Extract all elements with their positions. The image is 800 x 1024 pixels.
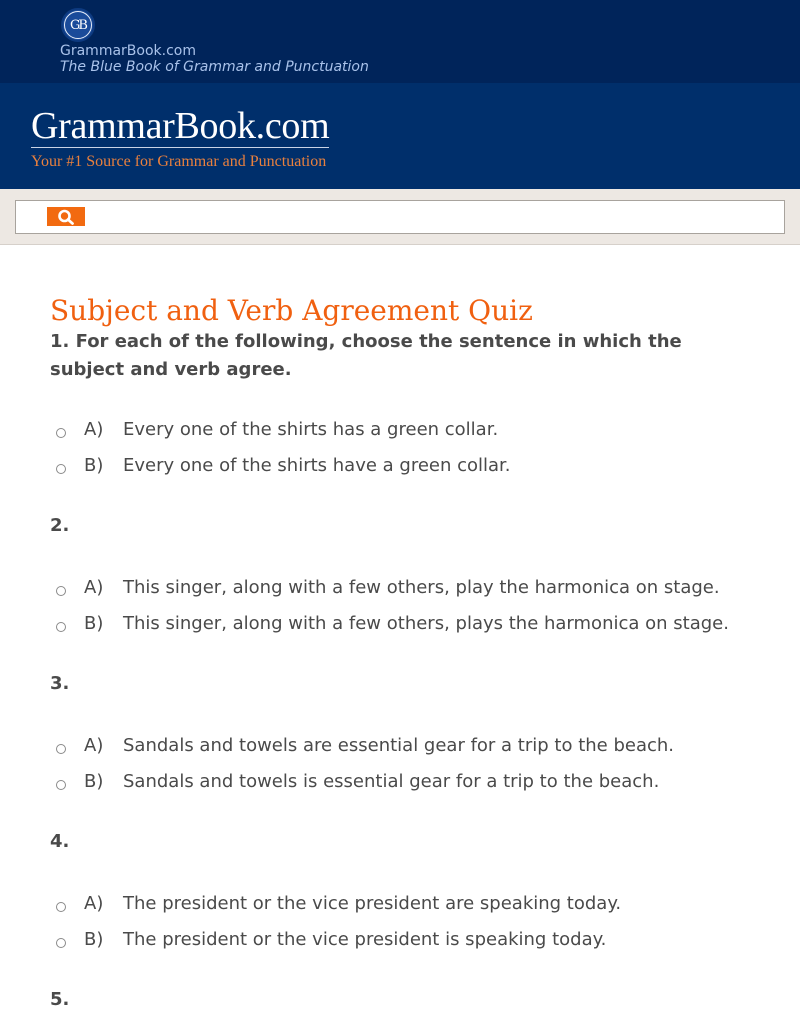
radio-button[interactable] — [56, 428, 66, 438]
search-icon — [57, 209, 75, 225]
q2-option-b[interactable] — [50, 611, 729, 635]
search-button[interactable] — [47, 207, 85, 226]
q4-option-b[interactable] — [50, 927, 607, 951]
option-text: Every one of the shirts has a green collar. — [123, 418, 499, 440]
radio-button[interactable] — [56, 744, 66, 754]
option-letter: B) — [84, 928, 104, 950]
site-name[interactable]: GrammarBook.com — [60, 43, 196, 59]
q2-option-a[interactable] — [50, 575, 720, 599]
question-3-number: 3. — [50, 673, 70, 694]
question-2-number: 2. — [50, 515, 70, 536]
option-text: Sandals and towels is essential gear for a trip to the beach. — [123, 770, 660, 792]
option-letter: B) — [84, 454, 104, 476]
quiz-content — [50, 294, 750, 384]
brand-subtitle: Your #1 Source for Grammar and Punctuation — [31, 153, 327, 170]
option-text: This singer, along with a few others, plays the harmonica on stage. — [123, 612, 729, 634]
question-4-number: 4. — [50, 831, 70, 852]
option-letter: A) — [84, 576, 104, 598]
radio-button[interactable] — [56, 622, 66, 632]
option-letter: A) — [84, 418, 104, 440]
q4-option-a[interactable] — [50, 891, 622, 915]
radio-button[interactable] — [56, 780, 66, 790]
option-text: Sandals and towels are essential gear for a trip to the beach. — [123, 734, 675, 756]
gb-logo-icon[interactable] — [61, 8, 95, 42]
q1-option-a[interactable] — [50, 417, 499, 441]
site-header — [0, 83, 800, 189]
q3-option-a[interactable] — [50, 733, 675, 757]
radio-button[interactable] — [56, 938, 66, 948]
option-letter: A) — [84, 734, 104, 756]
option-text: Every one of the shirts have a green collar. — [123, 454, 511, 476]
radio-button[interactable] — [56, 464, 66, 474]
site-tagline: The Blue Book of Grammar and Punctuation — [60, 59, 369, 75]
option-text: This singer, along with a few others, play the harmonica on stage. — [123, 576, 720, 598]
page-title: Subject and Verb Agreement Quiz — [50, 294, 533, 327]
search-input[interactable] — [15, 200, 785, 234]
gb-logo-ring: GB — [64, 11, 92, 39]
option-letter: A) — [84, 892, 104, 914]
option-letter: B) — [84, 770, 104, 792]
q1-option-b[interactable] — [50, 453, 511, 477]
search-bar — [0, 189, 800, 245]
question-1-prompt: 1. For each of the following, choose the sentence in which the subject and verb agree. — [50, 331, 682, 380]
question-5-number: 5. — [50, 989, 70, 1010]
radio-button[interactable] — [56, 902, 66, 912]
brand-divider — [31, 147, 329, 148]
option-text: The president or the vice president is speaking today. — [123, 928, 607, 950]
brand-logo[interactable]: GrammarBook.com — [31, 105, 330, 147]
radio-button[interactable] — [56, 586, 66, 596]
q3-option-b[interactable] — [50, 769, 660, 793]
option-text: The president or the vice president are speaking today. — [123, 892, 622, 914]
option-letter: B) — [84, 612, 104, 634]
top-bar — [0, 0, 800, 83]
